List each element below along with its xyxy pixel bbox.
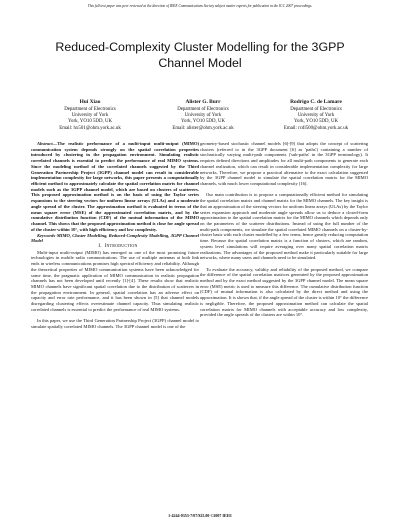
author-dept: Department of Electronics [64, 106, 116, 112]
author-3 [264, 99, 368, 132]
section-number: I. [98, 243, 102, 249]
title-line-1: Reduced-Complexity Cluster Modelling for the 3GPP [55, 40, 345, 54]
author-dept: Department of Electronics [177, 106, 229, 112]
peer-review-note: This full text paper was peer reviewed at the direction of IEEE Communications Society subject matter experts for publication in the ICC 2007 proceedings. [87, 4, 313, 8]
author-address: York, YO10 5DD, UK [293, 119, 339, 125]
author-email: Email: rcdl500@ohm.york.ac.uk [283, 125, 349, 131]
body-paragraph: Multi-input multi-output (MIMO) has emerged as one of the most promising future technologies in mobile radio communications. The use of multiple antennas at both link ends in wireless communications promises high spectral efficiency and reliability. Although the theoretical properties of MIMO communication systems have been acknowledged for some time, the pragmatic application of MIMO communication in realistic propagation channels has not been developed until recently [1]-[4]. These results show that realistic MIMO channels have significant spatial correlation due to the distribution of scatterers in the propagation environment. In general, spatial correlation has an adverse effect on capacity and error rate performance, and it has been shown in [5] that channel models disregarding clustering effects overestimate channel capacity. Thus simulating realistic correlated channels is essential to predict the performance of real MIMO systems. [31, 249, 199, 312]
author-email: Email: alister@ohm.york.ac.uk [172, 125, 234, 131]
left-column [31, 141, 199, 330]
author-address: York, YO10 5DD, UK [180, 119, 226, 125]
author-1 [38, 99, 142, 132]
author-dept: Department of Electronics [290, 106, 342, 112]
author-univ: University of York [297, 113, 335, 119]
abstract-text: —The realistic performance of a multi-input multi-output (MIMO) communication system depends strongly on the spatial correlation properties introduced by clustering in the propagation environment. Simulating realistic correlated channels is essential to predict the performance of real MIMO systems. Since the modeling method of the correlated channels suggested by the Third Generation Partnership Project (3GPP) channel model can result in considerable implementation complexity for large networks, this paper presents a computationally efficient method to approximately calculate the spatial correlation matrix for channel models such as the 3GPP channel model, which are based on clusters of scatterers. This proposed approximation method is on the basis of using the Taylor series expansions to the steering vectors for uniform linear arrays (ULAs) and a moderate angle spread of the cluster. The approximation method is evaluated in terms of the mean square error (MSE) of the approximated correlation matrix, and by the cumulative distribution function (CDF) of the mutual information of the MIMO channel. This shows that the proposed approximation method is close for angle spread of the cluster within 10°, with high efficiency and low complexity. [31, 141, 199, 232]
keywords: Keywords-MIMO, Cluster Modelling, Reduced-Complexity Modelling, 3GPP Channel Model [31, 232, 199, 244]
author-2 [151, 99, 255, 132]
author-name: Rodrigo C. de Lamare [290, 99, 342, 105]
author-name: Hui Xiao [79, 99, 101, 105]
body-paragraph: Our main contribution is to propose a computationally efficient method for simulating the spatial correlation matrix and channel matrix for the MIMO channels. The key insight is that an approximation of the steering vectors for uniform linear arrays (ULAs) by the Taylor series expansion approach and moderate angle spreads allow us to deduce a closed-form approximation to the spatial correlation matrix for the MIMO channels which depends only on the parameters of the scatterer distributions. Instead of using the full number of the multi-path components, we simulate the spatial correlated MIMO channels on a cluster-by-cluster basis with each cluster modelled by a few terms, hence greatly reducing computation time. Because the spatial correlation matrix is a function of clusters, which are random, system level simulations will require averaging over many spatial correlation matrix realizations. The advantages of the proposed method make it particularly suitable for large networks, where many users and channels need to be simulated. [200, 192, 368, 261]
title-line-2: Channel Model [158, 56, 242, 70]
right-column [200, 141, 368, 318]
abstract-label: Abstract [37, 141, 53, 146]
body-paragraph: geometry-based stochastic channel models [6]-[9] that adopts the concept of scattering clusters (referred to in the 3GPP document [6] as 'paths') containing a number of stochastically varying multi-path components ('sub-paths' in the 3GPP terminology). It requires defined directions and amplitudes for all multi-path components to generate each channel realization, which can result in considerable implementation complexity for large networks. Therefore, we propose a practical alternative to the exact calculation suggested by the 3GPP channel model to simulate the spatial correlation matrix for the MIMO channels, with much lower computational complexity [16]. [200, 141, 368, 187]
author-email: Email: hx501@ohm.york.ac.uk [59, 125, 121, 131]
section-title: Introduction [104, 243, 138, 249]
paper-title [30, 39, 370, 71]
author-name: Alister G. Burr [185, 99, 221, 105]
author-univ: University of York [71, 113, 109, 119]
abstract [31, 141, 199, 233]
body-paragraph: To evaluate the accuracy, validity and reliability of the proposed method, we compare the difference of the spatial correlation matrices generated by the proposed approximation method and by the exact method suggested by the 3GPP channel model. The mean square error (MSE) metric is used to measure this difference. The cumulative distribution function (CDF) of mutual information is also calculated by the direct method and using the approximation. It is shown that, if the angle spread of the cluster is within 10° the difference is negligible. Therefore, the proposed approximation method can calculate the spatial correlation matrix for MIMO channels with acceptable accuracy and low complexity, provided the angle spreads of the clusters are within 10°. [200, 266, 368, 318]
copyright-footer: 1-4244-0353-7/07/$25.00 ©2007 IEEE [168, 513, 232, 518]
author-address: York, YO10 5DD, UK [67, 119, 113, 125]
author-block [38, 99, 368, 132]
author-univ: University of York [184, 113, 222, 119]
body-paragraph: In this paper, we use the Third Generation Partnership Project (3GPP) channel model to simulate spatially correlated MIMO channels. The 3GPP channel model is one of the [31, 318, 199, 329]
